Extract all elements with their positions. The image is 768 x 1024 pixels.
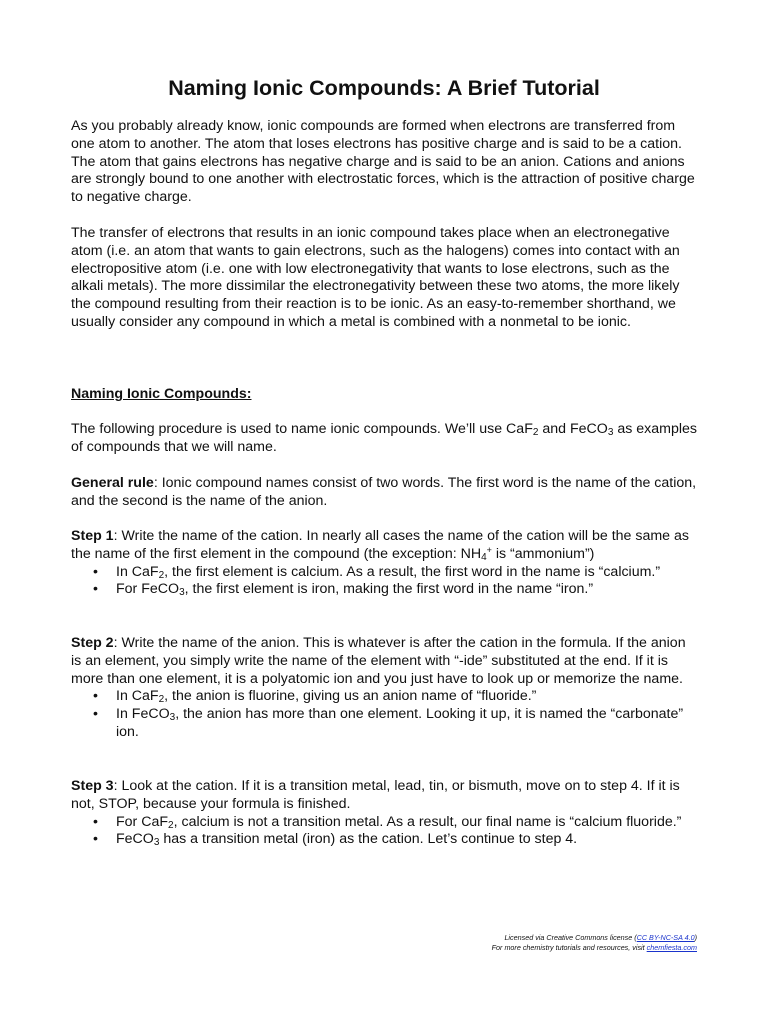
- step-1-bullets: [71, 564, 697, 600]
- website-link[interactable]: chemfiesta.com: [646, 942, 697, 952]
- license-footer: [492, 933, 697, 952]
- license-link[interactable]: CC BY-NC-SA 4.0: [636, 933, 695, 942]
- list-item: • In CaF$_2$, the anion is fluorine, giving us an anion name of “fluoride.”: [93, 688, 537, 706]
- step-2-label: Step 2: [71, 635, 114, 651]
- step-2-bullets: [71, 688, 697, 741]
- step-1: Step 1: Write the name of the cation. In nearly all cases the name of the cation will be the same as the name of the first element in the compound (the exception: $NH_4^+$ is “ammonium”) • In CaF$_2$, the first element is calcium. As a result, the first word in the name is “calcium.” • For FeCO$_3$, the first element is iron, making the first word in the name “iron.”: [71, 528, 697, 599]
- step-3: Step 3: Look at the cation. If it is a transition metal, lead, tin, or bismuth, move on to step 4. If it is not, STOP, because your formula is finished. • For CaF$_2$, calcium is not a transition metal. As a result, our final name is “calcium fluoride.” • FeCO$_3$ has a transition metal (iron) as the cation. Let’s continue to step 4.: [71, 778, 697, 849]
- list-item: • In FeCO$_3$, the anion has more than one element. Looking it up, it is named the “carbonate” ion.: [93, 706, 684, 740]
- website-line: For more chemistry tutorials and resources, visit chemfiesta.com: [491, 942, 697, 952]
- step-1-label: Step 1: [71, 528, 114, 544]
- general-rule-label: General rule: [71, 475, 154, 491]
- general-rule-paragraph: General rule: Ionic compound names consist of two words. The first word is the name of the cation, and the second is the name of the anion.: [71, 475, 697, 509]
- list-item: • For CaF$_2$, calcium is not a transition metal. As a result, our final name is “calcium fluoride.”: [93, 813, 682, 831]
- list-item: • In CaF$_2$, the first element is calcium. As a result, the first word in the name is “calcium.”: [93, 563, 661, 581]
- license-line: Licensed via Creative Commons license (CC BY-NC-SA 4.0): [504, 933, 697, 942]
- step-3-bullets: [71, 814, 697, 850]
- intro-paragraph-2: The transfer of electrons that results in an ionic compound takes place when an electronegative atom (i.e. an atom that wants to gain electrons, such as the halogens) comes into contact with an electropositive atom (i.e. one with low electronegativity that wants to lose electrons, such as the alkali metals). The more dissimilar the electronegativity between these two atoms, the more likely the compound resulting from their reaction is to be ionic. As an easy-to-remember shorthand, we usually consider any compound in which a metal is combined with a nonmetal to be ionic.: [71, 225, 680, 330]
- list-item: • FeCO$_3$ has a transition metal (iron) as the cation. Let’s continue to step 4.: [93, 831, 578, 849]
- section-heading: Naming Ionic Compounds:: [71, 386, 252, 402]
- step-2: Step 2: Write the name of the anion. This is whatever is after the cation in the formula. If the anion is an element, you simply write the name of the element with “-ide” substituted at the end. If it is more than one element, it is a polyatomic ion and you just have to look up or memorize the name. • In CaF$_2$, the anion is fluorine, giving us an anion name of “fluoride.” • In FeCO$_3$, the anion has more than one element. Looking it up, it is named the “carbonate” ion.: [71, 635, 697, 742]
- page-title: Naming Ionic Compounds: A Brief Tutorial: [168, 76, 600, 100]
- intro-paragraph-1: As you probably already know, ionic compounds are formed when electrons are transferred from one atom to another. The atom that loses electrons has positive charge and is said to be a cation. The atom that gains electrons has negative charge and is said to be an anion. Cations and anions are strongly bound to one another with electrostatic forces, which is the attraction of positive charge to negative charge.: [71, 118, 695, 206]
- list-item: • For FeCO$_3$, the first element is iron, making the first word in the name “iron.”: [93, 581, 594, 599]
- step-3-label: Step 3: [71, 778, 114, 794]
- procedure-paragraph: The following procedure is used to name ionic compounds. We’ll use CaF$_2$ and FeCO$_3$ as examples of compounds that we will name.: [71, 421, 697, 455]
